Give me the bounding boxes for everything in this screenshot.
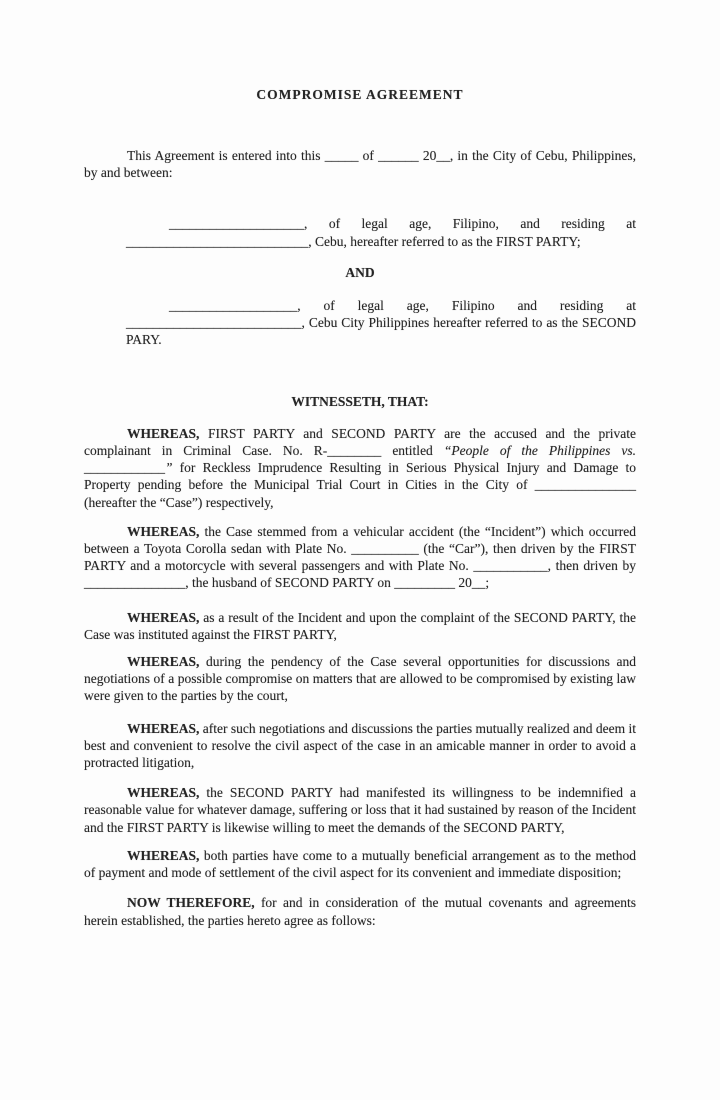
intro-paragraph xyxy=(84,147,636,181)
intro-text: This Agreement is entered into this _____ of ______ 20__, in the City of Cebu, Philippines, by and between: xyxy=(84,148,636,181)
clause-text: the SECOND PARTY had manifested its willingness to be indemnified a reasonable value for whatever damage, suffering or loss that it had sustained by reason of the Incident and the FIRST PARTY is likewise willing to meet the demands of the SECOND PARTY, xyxy=(84,785,636,835)
whereas-clause-4 xyxy=(84,653,636,705)
witnesseth-heading xyxy=(84,393,636,410)
first-party-clause xyxy=(126,215,636,249)
clause-lead: WHEREAS, xyxy=(127,785,200,801)
clause-text: both parties have come to a mutually beneficial arrangement as to the method of payment and mode of settlement of the civil aspect for its convenient and immediate disposition; xyxy=(84,847,636,881)
clause-lead: WHEREAS, xyxy=(127,720,200,736)
whereas-clause-2 xyxy=(84,523,636,592)
clause-lead: WHEREAS, xyxy=(127,609,200,625)
clause-text: FIRST PARTY and SECOND PARTY are the accused and the private complainant in Criminal Case. No. R-________ entitled xyxy=(84,425,636,459)
first-party-text: ____________________, of legal age, Filipino, and residing at ___________________________, Cebu, hereafter referred to as the FIRST PARTY; xyxy=(126,216,636,249)
second-party-clause xyxy=(126,297,636,349)
clause-text: for Reckless Imprudence Resulting in Serious Physical Injury and Damage to Property pending before the Municipal Trial Court in Cities in the City of _______________ (hereafter the “Case”) respectively, xyxy=(84,460,636,510)
clause-text: during the pendency of the Case several opportunities for discussions and negotiations of a possible compromise on matters that are allowed to be compromised by existing law were given to the parties by the court, xyxy=(84,654,636,704)
clause-lead: WHEREAS, xyxy=(127,523,200,539)
and-separator xyxy=(84,264,636,281)
clause-text: as a result of the Incident and upon the complaint of the SECOND PARTY, the Case was instituted against the FIRST PARTY, xyxy=(84,609,636,642)
whereas-clause-3 xyxy=(84,609,636,643)
witnesseth-text: WITNESSETH, THAT: xyxy=(291,393,429,409)
clause-lead: NOW THEREFORE, xyxy=(127,895,255,911)
document-title: COMPROMISE AGREEMENT xyxy=(256,87,464,102)
case-title-italic: “People of the Philippines vs. ____________” xyxy=(84,443,636,476)
clause-lead: WHEREAS, xyxy=(127,654,200,670)
clause-lead: WHEREAS, xyxy=(127,847,200,863)
clause-text: the Case stemmed from a vehicular accident (the “Incident”) which occurred between a Toyota Corolla sedan with Plate No. __________ (the “Car”), then driven by the FIRST PARTY and a motorcycle with several passengers and with Plate No. ___________, then driven by _______________, the husband of SECOND PARTY on _________ 20__; xyxy=(84,523,636,591)
whereas-clause-1 xyxy=(84,425,636,511)
whereas-clause-5 xyxy=(84,720,636,772)
clause-text: after such negotiations and discussions the parties mutually realized and deem it best and convenient to resolve the civil aspect of the case in an amicable manner in order to avoid a protracted litigation, xyxy=(84,720,636,771)
second-party-text: ___________________, of legal age, Filipino and residing at __________________________, Cebu City Philippines hereafter referred to as the SECOND PARY. xyxy=(126,298,636,348)
whereas-clause-7 xyxy=(84,847,636,881)
and-text: AND xyxy=(345,264,375,280)
now-therefore-clause xyxy=(84,894,636,928)
clause-text: for and in consideration of the mutual covenants and agreements herein established, the parties hereto agree as follows: xyxy=(84,895,636,928)
whereas-clause-6 xyxy=(84,784,636,836)
clause-lead: WHEREAS, xyxy=(127,425,200,441)
